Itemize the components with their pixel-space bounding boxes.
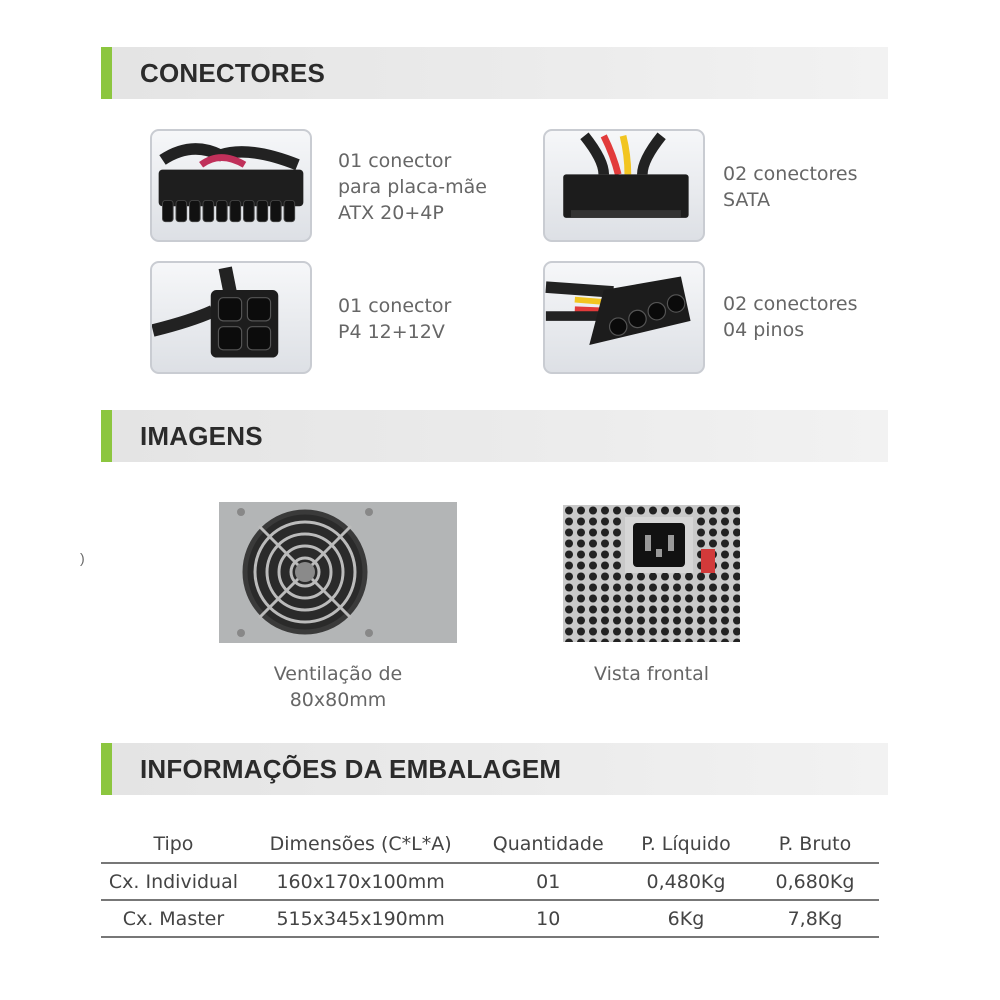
table-cell: 0,680Kg bbox=[751, 863, 879, 900]
section-title: INFORMAÇÕES DA EMBALAGEM bbox=[140, 754, 562, 784]
connector-line: 01 conector bbox=[338, 150, 452, 172]
section-header-images bbox=[101, 410, 888, 462]
connector-description bbox=[723, 291, 858, 343]
table-cell: 515x345x190mm bbox=[246, 900, 476, 937]
p4-connector-icon bbox=[150, 261, 312, 374]
connector-line: 02 conectores bbox=[723, 163, 858, 185]
connector-line: 04 pinos bbox=[723, 319, 805, 341]
front-panel-photo bbox=[563, 505, 740, 642]
image-caption bbox=[563, 661, 740, 687]
table-cell: Cx. Master bbox=[101, 900, 246, 937]
table-row bbox=[101, 900, 879, 937]
connector-line: para placa-mãe bbox=[338, 176, 487, 198]
connector-line: 01 conector bbox=[338, 295, 452, 317]
caption-line: Vista frontal bbox=[593, 663, 709, 685]
table-cell: 01 bbox=[475, 863, 621, 900]
table-row bbox=[101, 863, 879, 900]
connector-line: P4 12+12V bbox=[338, 321, 445, 343]
caption-line: 80x80mm bbox=[289, 689, 387, 711]
table-cell: 0,480Kg bbox=[621, 863, 751, 900]
table-cell: Cx. Individual bbox=[101, 863, 246, 900]
connector-line: ATX 20+4P bbox=[338, 202, 444, 224]
section-title: IMAGENS bbox=[140, 421, 263, 451]
connector-description bbox=[338, 148, 487, 226]
table-cell: 6Kg bbox=[621, 900, 751, 937]
connector-description bbox=[338, 293, 451, 345]
table-cell: 10 bbox=[475, 900, 621, 937]
sata-connector-icon bbox=[543, 129, 705, 242]
caption-line: Ventilação de bbox=[273, 663, 403, 685]
fan-grille-photo bbox=[219, 502, 457, 643]
packaging-table bbox=[101, 826, 879, 938]
molex-connector-icon bbox=[543, 261, 705, 374]
image-caption bbox=[219, 661, 457, 713]
section-title: CONECTORES bbox=[140, 58, 325, 88]
section-header-connectors bbox=[101, 47, 888, 99]
section-header-packaging bbox=[101, 743, 888, 795]
column-header: Dimensões (C*L*A) bbox=[246, 826, 476, 863]
atx-connector-icon bbox=[150, 129, 312, 242]
connector-description bbox=[723, 161, 858, 213]
column-header: Tipo bbox=[101, 826, 246, 863]
column-header: P. Bruto bbox=[751, 826, 879, 863]
connector-line: 02 conectores bbox=[723, 293, 858, 315]
connector-line: SATA bbox=[723, 189, 771, 211]
table-cell: 160x170x100mm bbox=[246, 863, 476, 900]
table-cell: 7,8Kg bbox=[751, 900, 879, 937]
column-header: P. Líquido bbox=[621, 826, 751, 863]
table-header-row bbox=[101, 826, 879, 863]
column-header: Quantidade bbox=[475, 826, 621, 863]
stray-mark: ) bbox=[80, 550, 85, 566]
